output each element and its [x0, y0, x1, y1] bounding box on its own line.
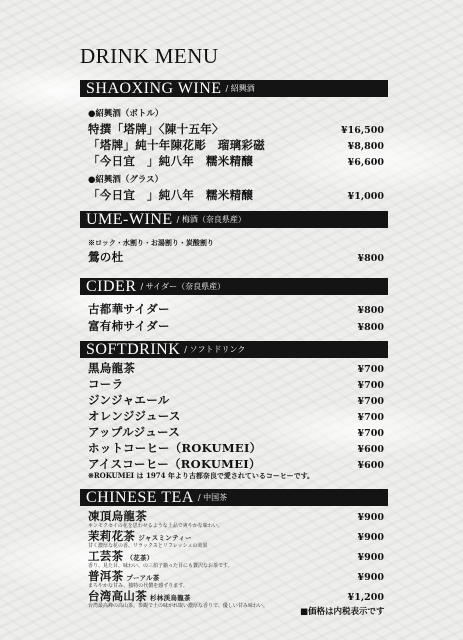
- section-header-shaoxing: [80, 80, 388, 97]
- menu-item: [88, 392, 384, 408]
- bottle-label: ●紹興酒（ボトル）: [88, 109, 164, 119]
- menu-item: [88, 301, 384, 317]
- section-title-jp: / サイダー（奈良県産）: [140, 282, 226, 291]
- item-price: ¥16,500: [341, 125, 384, 136]
- item-name: 「今日宜 」純八年 糯米精醸: [88, 154, 254, 168]
- tea-description: 台湾最高峰の高山茶。参観で土の味がれ取い濃厚な香りで、優しい甘み味わい。: [88, 603, 268, 609]
- menu-item: [88, 249, 384, 265]
- item-price: ¥800: [357, 322, 384, 333]
- item-price: ¥700: [357, 380, 384, 391]
- item-price: ¥1,000: [347, 191, 384, 202]
- item-price: ¥600: [357, 460, 384, 471]
- item-name: 「今日宜 」純八年 糯米精醸: [88, 188, 254, 202]
- item-price: ¥1,200: [347, 592, 384, 603]
- item-price: ¥700: [357, 428, 384, 439]
- section-header-chinese-tea: [80, 489, 388, 506]
- item-name: 黒烏龍茶: [88, 361, 136, 375]
- item-price: ¥700: [357, 364, 384, 375]
- section-title-en: CIDER: [86, 278, 137, 295]
- item-name: 富有柿サイダー: [88, 319, 170, 333]
- menu-item: [88, 153, 384, 169]
- section-header-softdrink: [80, 341, 388, 358]
- item-price: ¥700: [357, 412, 384, 423]
- item-name: 「塔牌」純十年陳花彫 瑠璃彩磁: [88, 138, 265, 152]
- tea-subname: プーアル茶: [126, 574, 160, 582]
- section-title-en: SHAOXING WINE: [86, 80, 222, 97]
- item-name: コーラ: [88, 377, 124, 391]
- tea-subname: 杉林渓烏龍茶: [150, 594, 191, 602]
- item-price: ¥700: [357, 396, 384, 407]
- section-title-jp: / 中国茶: [197, 493, 228, 502]
- tea-description: まろやかな甘み、独特の代償を感ずります。: [88, 583, 188, 589]
- item-price: ¥900: [357, 552, 384, 563]
- menu-item: [88, 408, 384, 424]
- page-title: DRINK MENU: [80, 44, 219, 68]
- item-name: ホットコーヒー（ROKUMEI）: [88, 441, 262, 455]
- section-title-jp: / ソフトドリンク: [184, 345, 246, 354]
- tea-name: 工芸茶: [88, 549, 124, 563]
- item-name: アイスコーヒー（ROKUMEI）: [88, 457, 261, 471]
- ume-note: ※ロック・水割り・お湯割り・炭酸割り: [88, 238, 214, 247]
- tea-name: 凍頂烏龍茶: [88, 509, 147, 523]
- section-title-jp: / 紹興酒: [225, 84, 255, 93]
- menu-item: [88, 121, 384, 137]
- tea-subname: （花茶）: [126, 554, 154, 562]
- tax-note: ■価格は内税表示です: [300, 607, 385, 617]
- section-header-ume: [80, 211, 388, 228]
- section-title-en: UME-WINE: [86, 211, 173, 228]
- item-price: ¥6,600: [347, 157, 384, 168]
- item-name: オレンジジュース: [88, 409, 181, 423]
- tea-description: 香り、見た目、味わい、の三拍子揃った目にも贅沢なお茶です。: [88, 563, 233, 569]
- tea-name: 普洱茶: [88, 569, 124, 583]
- item-name: 特撰「塔牌」〈陳十五年〉: [88, 122, 224, 136]
- menu-item: [88, 440, 384, 456]
- item-price: ¥800: [357, 253, 384, 264]
- item-price: ¥8,800: [347, 141, 384, 152]
- menu-item: [88, 137, 384, 153]
- menu-item: [88, 360, 384, 376]
- section-title-en: CHINESE TEA: [86, 489, 194, 506]
- tea-description: 甘く濃厚な花の香、リラックスとリフレッシュの効果: [88, 543, 208, 549]
- rokumei-note: ※ROKUMEI は 1974 年より古都奈良で愛されているコーヒーです。: [88, 471, 315, 480]
- tea-name: 茉莉花茶: [88, 529, 136, 543]
- tea-name: 台湾高山茶: [88, 589, 147, 603]
- tea-description: キンモクセイの花を思わせるような上品で爽やかな味わい。: [88, 523, 223, 529]
- item-price: ¥600: [357, 444, 384, 455]
- item-name: 鶯の杜: [88, 250, 124, 264]
- tea-subname: ジャスミンティー: [138, 534, 192, 542]
- menu-item: [88, 376, 384, 392]
- section-title-en: SOFTDRINK: [86, 341, 181, 358]
- menu-item: [88, 318, 384, 334]
- glass-label: ●紹興酒（グラス）: [88, 175, 164, 185]
- menu-item: [88, 187, 384, 203]
- menu-item: [88, 424, 384, 440]
- item-price: ¥800: [357, 305, 384, 316]
- item-name: アップルジュース: [88, 425, 181, 439]
- item-name: ジンジャエール: [88, 393, 170, 407]
- section-title-jp: / 梅酒（奈良県産）: [176, 215, 246, 224]
- item-price: ¥900: [357, 532, 384, 543]
- item-price: ¥900: [357, 512, 384, 523]
- section-header-cider: [80, 278, 388, 295]
- item-name: 古都華サイダー: [88, 302, 170, 316]
- menu-item: [88, 456, 384, 472]
- item-price: ¥900: [357, 572, 384, 583]
